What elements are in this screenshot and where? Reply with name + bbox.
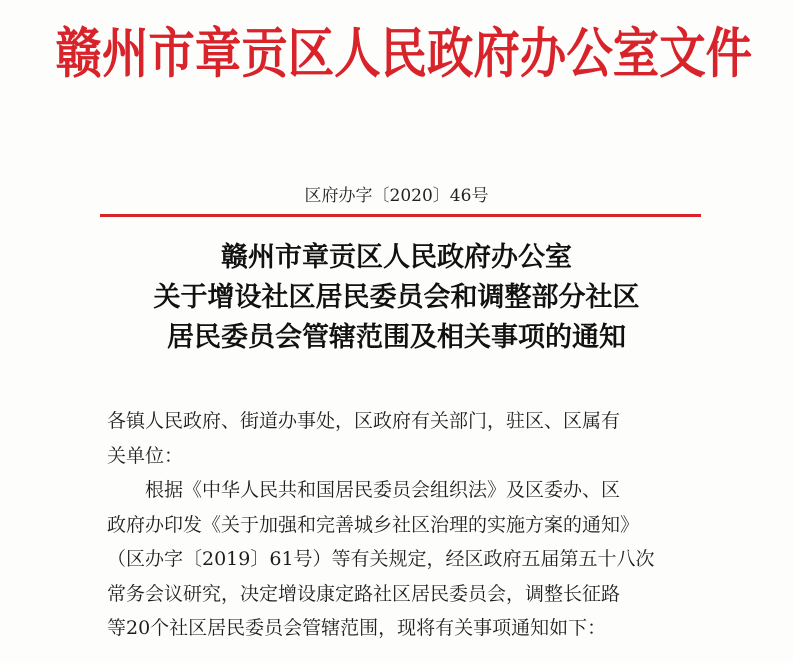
paragraph-line-1: 根据《中华人民共和国居民委员会组织法》及区委办、区	[145, 479, 621, 501]
document-title	[0, 238, 793, 358]
title-line-1: 赣州市章贡区人民政府办公室	[221, 242, 572, 273]
document-body	[107, 404, 697, 646]
title-line-3: 居民委员会管辖范围及相关事项的通知	[167, 322, 626, 353]
paragraph-line-3: （区办字〔2019〕61号）等有关规定，经区政府五届第五十八次	[107, 548, 655, 570]
red-divider-line	[100, 214, 701, 217]
document-number: 区府办字〔2020〕46号	[304, 186, 489, 206]
paragraph-line-4: 常务会议研究，决定增设康定路社区居民委员会，调整长征路	[107, 582, 621, 605]
title-line-2: 关于增设社区居民委员会和调整部分社区	[153, 282, 640, 313]
paragraph-line-2: 政府办印发《关于加强和完善城乡社区治理的实施方案的通知》	[107, 513, 640, 536]
salutation-line-2: 关单位：	[107, 444, 184, 467]
salutation-line-1: 各镇人民政府、街道办事处，区政府有关部门，驻区、区属有	[107, 410, 621, 432]
document-masthead: 赣州市章贡区人民政府办公室文件	[55, 22, 753, 85]
paragraph-line-5: 等20个社区居民委员会管辖范围，现将有关事项通知如下：	[107, 617, 607, 639]
